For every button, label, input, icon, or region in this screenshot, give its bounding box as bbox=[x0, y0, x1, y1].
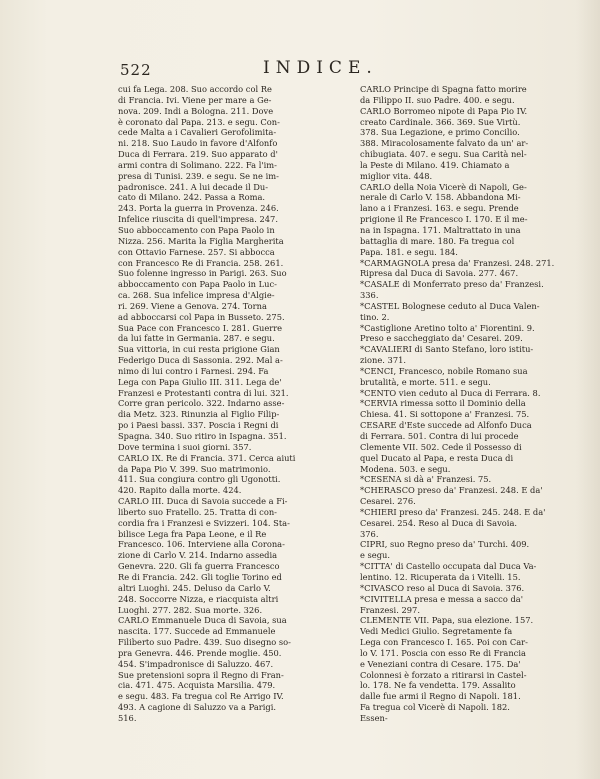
index-line: e segu. 483. Fa tregua col Re Arrigo IV. bbox=[118, 691, 284, 702]
index-line: Cesarei. 276. bbox=[360, 496, 416, 507]
index-line: CARLO Emmanuele Duca di Savoia, sua bbox=[118, 615, 287, 626]
index-line: *CIVASCO reso al Duca di Savoia. 376. bbox=[360, 582, 525, 593]
index-line: da Papa Pio V. 399. Suo matrimonio. bbox=[118, 463, 271, 474]
index-line: CARLO III. Duca di Savoia succede a Fi- bbox=[118, 496, 288, 507]
index-line: cia. 471. 475. Acquista Marsilia. 479. bbox=[118, 680, 276, 691]
index-line: padronisce. 241. A lui decade il Du- bbox=[118, 181, 269, 192]
index-line: 336. bbox=[360, 290, 379, 301]
index-line: bilisce Lega fra Papa Leone, e il Re bbox=[118, 528, 267, 539]
index-line: è coronato dal Papa. 213. e segu. Con- bbox=[118, 116, 280, 127]
index-line: brutalità, e morte. 511. e segu. bbox=[360, 376, 491, 387]
index-line: Luoghi. 277. 282. Sua morte. 326. bbox=[118, 604, 263, 615]
index-line: Franzesi. 297. bbox=[360, 604, 420, 615]
index-line: nascita. 177. Succede ad Emmanuele bbox=[118, 626, 276, 637]
index-line: Clemente VII. 502. Cede il Possesso di bbox=[360, 441, 522, 452]
page-number: 522 bbox=[120, 61, 152, 79]
index-line: nimo di lui contro i Farnesi. 294. Fa bbox=[118, 365, 269, 376]
index-line: *CERVIA rimessa sotto il Dominio della bbox=[360, 398, 526, 409]
index-line: *CAVALIERI di Santo Stefano, loro istitu- bbox=[360, 344, 534, 355]
index-line: Nizza. 256. Marita la Figlia Margherita bbox=[118, 235, 284, 246]
index-line: presa di Tunisi. 239. e segu. Se ne im- bbox=[118, 170, 279, 181]
index-line: dalle fue armi il Regno di Napoli. 181. bbox=[360, 691, 521, 702]
index-line: Corre gran pericolo. 322. Indarno asse- bbox=[118, 398, 285, 409]
index-line: *CITTA' di Castello occupata dal Duca Va- bbox=[360, 561, 537, 572]
index-line: cede Malta a i Cavalieri Gerofolimita- bbox=[118, 127, 277, 138]
index-line: Re di Francia. 242. Gli toglie Torino ed bbox=[118, 571, 282, 582]
index-line: Suo folenne ingresso in Parigi. 263. Suo bbox=[118, 268, 287, 279]
index-line: *CIVITELLA presa e messa a sacco da' bbox=[360, 593, 523, 604]
index-line: *CHERASCO preso da' Franzesi. 248. E da' bbox=[360, 485, 543, 496]
index-line: lentino. 12. Ricuperata da i Vitelli. 15. bbox=[360, 571, 521, 582]
index-line: nova. 209. Indi a Bologna. 211. Dove bbox=[118, 105, 274, 116]
index-line: armi contra di Solimano. 222. Fa l'im- bbox=[118, 159, 277, 170]
index-line: Sua Pace con Francesco I. 281. Guerre bbox=[118, 322, 283, 333]
index-line: cordia fra i Franzesi e Svizzeri. 104. Sta- bbox=[118, 517, 290, 528]
index-line: Vedi Medici Giulio. Segretamente fa bbox=[360, 626, 513, 637]
index-line: la Peste di Milano. 419. Chiamato a bbox=[360, 159, 510, 170]
index-line: Essen- bbox=[360, 712, 388, 723]
index-line: CARLO della Noia Vicerè di Napoli, Ge- bbox=[360, 181, 527, 192]
index-line: *CENCI, Francesco, nobile Romano sua bbox=[360, 365, 528, 376]
index-line: zione. 371. bbox=[360, 355, 407, 366]
index-line: Francesco. 106. Interviene alla Corona- bbox=[118, 539, 285, 550]
index-line: *CESENA si dà a' Franzesi. 75. bbox=[360, 474, 492, 485]
page-edge-shadow bbox=[576, 0, 600, 779]
index-line: Lega con Papa Giulio III. 311. Lega de' bbox=[118, 376, 282, 387]
index-line: Chiesa. 41. Si sottopone a' Franzesi. 75. bbox=[360, 409, 530, 420]
index-line: nerale di Carlo V. 158. Abbandona Mi- bbox=[360, 192, 521, 203]
index-line: lo. 178. Ne fa vendetta. 179. Assalito bbox=[360, 680, 516, 691]
index-line: Papa. 181. e segu. 184. bbox=[360, 246, 458, 257]
index-line: Sue pretensioni sopra il Regno di Fran- bbox=[118, 669, 284, 680]
index-line: altri Luoghi. 245. Deluso da Carlo V. bbox=[118, 582, 271, 593]
index-line: Genevra. 220. Gli fa guerra Francesco bbox=[118, 561, 280, 572]
index-line: 420. Rapito dalla morte. 424. bbox=[118, 485, 242, 496]
index-line: CARLO Principe di Spagna fatto morire bbox=[360, 84, 527, 94]
index-line: ri. 269. Viene a Genova. 274. Torna bbox=[118, 300, 267, 311]
index-line: Filiberto suo Padre. 439. Suo disegno so- bbox=[118, 637, 291, 648]
index-line: ca. 268. Sua infelice impresa d'Algie- bbox=[118, 290, 275, 301]
index-line: chibugiata. 407. e segu. Sua Carità nel- bbox=[360, 149, 527, 160]
index-line: CESARE d'Este succede ad Alfonfo Duca bbox=[360, 420, 532, 431]
index-line: Dove termina i suoi giorni. 357. bbox=[118, 441, 252, 452]
index-line: abboccamento con Papa Paolo in Luc- bbox=[118, 279, 277, 290]
index-line: Infelice riuscita di quell'impresa. 247. bbox=[118, 214, 278, 225]
index-line: cui fa Lega. 208. Suo accordo col Re bbox=[118, 84, 272, 94]
index-line: di Francia. Ivi. Viene per mare a Ge- bbox=[118, 94, 272, 105]
index-line: Lega con Francesco I. 165. Poi con Car- bbox=[360, 637, 528, 648]
index-line: creato Cardinale. 366. 369. Sue Virtù. bbox=[360, 116, 521, 127]
index-line: Franzesi e Protestanti contra di lui. 321. bbox=[118, 387, 289, 398]
index-line: 248. Soccorre Nizza, e riacquista altri bbox=[118, 593, 279, 604]
index-line: tino. 2. bbox=[360, 311, 390, 322]
running-head: INDICE. bbox=[263, 58, 378, 78]
index-line: con Ottavio Farnese. 257. Si abbocca bbox=[118, 246, 275, 257]
index-line: 378. Sua Legazione, e primo Concilio. bbox=[360, 127, 520, 138]
index-line: da lui fatte in Germania. 287. e segu. bbox=[118, 333, 275, 344]
index-line: Cesarei. 254. Reso al Duca di Savoia. bbox=[360, 517, 518, 528]
index-line: na in Ispagna. 171. Maltrattato in una bbox=[360, 224, 521, 235]
index-line: po i Paesi bassi. 337. Poscia i Regni di bbox=[118, 420, 279, 431]
index-line: Ripresa dal Duca di Savoia. 277. 467. bbox=[360, 268, 519, 279]
index-line: liberto suo Fratello. 25. Tratta di con- bbox=[118, 506, 277, 517]
index-line: di Ferrara. 501. Contra di lui procede bbox=[360, 431, 519, 441]
index-line: *Castiglione Aretino tolto a' Fiorentini. 9. bbox=[360, 322, 535, 333]
index-line: Fa tregua col Vicerè di Napoli. 182. bbox=[360, 702, 510, 713]
index-line: CLEMENTE VII. Papa, sua elezione. 157. bbox=[360, 615, 534, 626]
index-line: Modena. 503. e segu. bbox=[360, 463, 451, 474]
index-line: Federigo Duca di Sassonia. 292. Mal a- bbox=[118, 355, 283, 366]
index-line: lano a i Franzesi. 163. e segu. Prende bbox=[360, 203, 519, 214]
index-line: Duca di Ferrara. 219. Suo apparato d' bbox=[118, 149, 278, 160]
index-line: *CENTO vien ceduto al Duca di Ferrara. 8. bbox=[360, 387, 541, 398]
index-line: 454. S'impadronisce di Saluzzo. 467. bbox=[118, 658, 274, 669]
index-line: dia Metz. 323. Rinunzia al Figlio Filip- bbox=[118, 409, 280, 420]
index-line: *CASTEL Bolognese ceduto al Duca Valen- bbox=[360, 300, 540, 311]
index-column-right bbox=[360, 84, 566, 724]
index-line: e segu. bbox=[360, 550, 391, 561]
index-line: zione di Carlo V. 214. Indarno assedia bbox=[118, 550, 278, 561]
index-line: *CHIERI preso da' Franzesi. 245. 248. E da' bbox=[360, 506, 546, 517]
index-line: con Francesco Re di Francia. 258. 261. bbox=[118, 257, 284, 268]
index-line: 243. Porta la guerra in Provenza. 246. bbox=[118, 203, 279, 214]
index-line: CARLO IX. Re di Francia. 371. Cerca aiuti bbox=[118, 452, 296, 463]
index-line: Spagna. 340. Suo ritiro in Ispagna. 351. bbox=[118, 431, 287, 441]
index-line: battaglia di mare. 180. Fa tregua col bbox=[360, 235, 515, 246]
index-line: lo V. 171. Poscia con esso Re di Francia bbox=[360, 647, 526, 658]
index-line: miglior vita. 448. bbox=[360, 170, 433, 181]
index-line: 388. Miracolosamente falvato da un' ar- bbox=[360, 138, 529, 149]
index-line: prigione il Re Francesco I. 170. E il me- bbox=[360, 214, 528, 225]
index-line: e Veneziani contra di Cesare. 175. Da' bbox=[360, 658, 521, 669]
index-line: Sua vittoria, in cui resta prigione Gian bbox=[118, 344, 280, 355]
index-line: 516. bbox=[118, 712, 137, 723]
index-line: Colonnesi è forzato a ritirarsi in Castel- bbox=[360, 669, 527, 680]
index-line: *CASALE di Monferrato preso da' Franzesi. bbox=[360, 279, 544, 290]
index-line: ad abboccarsi col Papa in Busseto. 275. bbox=[118, 311, 285, 322]
index-line: cato di Milano. 242. Passa a Roma. bbox=[118, 192, 266, 203]
index-line: pra Genevra. 446. Prende moglie. 450. bbox=[118, 647, 282, 658]
index-column-left bbox=[118, 84, 356, 724]
index-line: quel Ducato al Papa, e resta Duca di bbox=[360, 452, 514, 463]
index-line: 376. bbox=[360, 528, 379, 539]
index-line: 411. Sua congiura contro gli Ugonotti. bbox=[118, 474, 281, 485]
index-line: Suo abboccamento con Papa Paolo in bbox=[118, 224, 275, 235]
index-line: 493. A cagione di Saluzzo va a Parigi. bbox=[118, 702, 277, 713]
index-line: ni. 218. Suo Laudo in favore d'Alfonfo bbox=[118, 138, 278, 149]
index-line: CARLO Borromeo nipote di Papa Pio IV. bbox=[360, 105, 528, 116]
index-line: da Filippo II. suo Padre. 400. e segu. bbox=[360, 94, 515, 105]
index-line: CIPRI, suo Regno preso da' Turchi. 409. bbox=[360, 539, 530, 550]
index-line: *CARMAGNOLA presa da' Franzesi. 248. 271. bbox=[360, 257, 555, 268]
index-line: Preso e saccheggiato da' Cesarei. 209. bbox=[360, 333, 523, 344]
